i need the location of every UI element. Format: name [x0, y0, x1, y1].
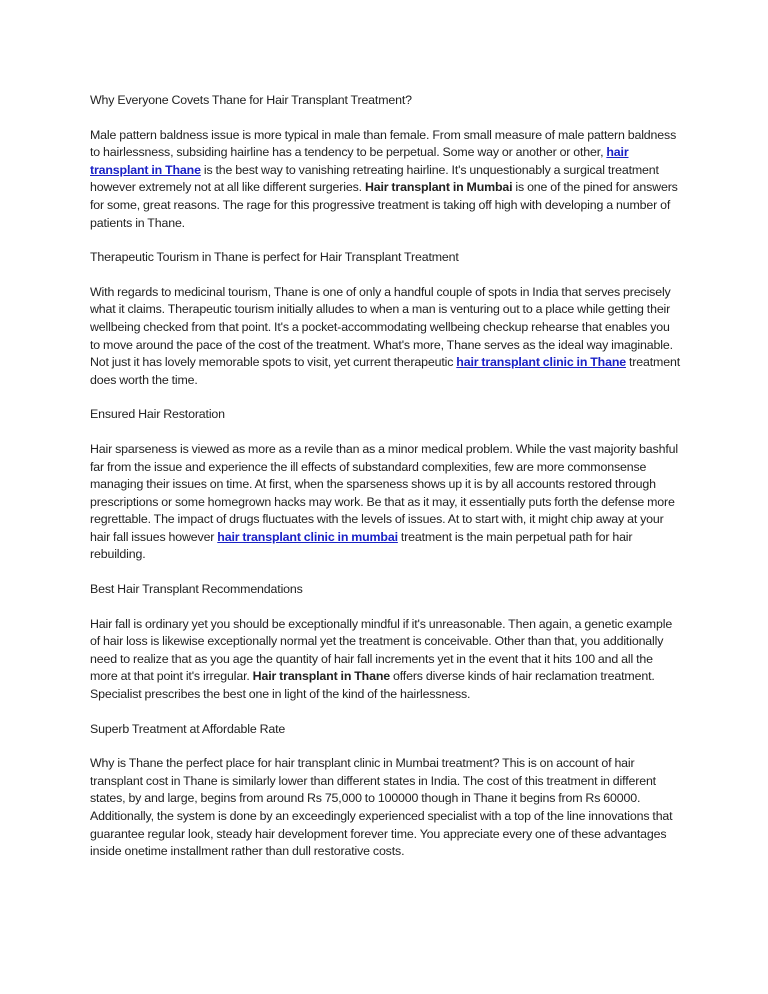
intro-paragraph [90, 127, 680, 233]
recommendations-text-1: Hair fall is ordinary yet you should be exceptionally mindful if it's unreasonable. Then again, a genetic example of hair loss is likewise exceptionally normal yet the treatment is conceivable. Other than that, you additionally need to realize that as you age the quantity of hair fall increments yet in the event that it hits 100 and all the more at that point it's irregular. [90, 616, 673, 684]
intro-text-2: is the best way to vanishing retreating hairline. It's unquestionably a surgical treatment however extremely not at all like different surgeries. [90, 162, 659, 195]
intro-bold-text: Hair transplant in Mumbai [364, 180, 513, 195]
restoration-paragraph [90, 441, 680, 564]
hair-transplant-thane-link[interactable]: hair transplant in Thane [90, 145, 629, 177]
intro-text-3: is one of the pined for answers for some, great reasons. The rage for this progressive treatment is taking off high with developing a number of patients in Thane. [90, 180, 678, 230]
section-heading-affordable: Superb Treatment at Affordable Rate [90, 721, 286, 736]
clinic-thane-link[interactable]: hair transplant clinic in Thane [456, 355, 626, 370]
tourism-text-2: treatment does worth the time. [90, 355, 680, 387]
recommendations-bold-text: Hair transplant in Thane [252, 669, 390, 684]
clinic-mumbai-link[interactable]: hair transplant clinic in mumbai [217, 529, 398, 544]
document-page [90, 92, 680, 878]
document-title: Why Everyone Covets Thane for Hair Transplant Treatment? [90, 93, 412, 107]
tourism-text-1: With regards to medicinal tourism, Thane is one of only a handful couple of spots in India that serves precisely what it claims. Therapeutic tourism initially alludes to when a man is venturing out to a place while getting their wellbeing checked from that point. It's a pocket-accommodating wellbeing checkup rehearse that enables you to move around the pace of the cost of the treatment. What's more, Thane serves as the ideal way imaginable. Not just it has lovely memorable spots to visit, yet current therapeutic [90, 284, 673, 370]
intro-text-1: Male pattern baldness issue is more typical in male than female. From small measure of male pattern baldness to hairlessness, subsiding hairline has a tendency to be perpetual. Some way or another or other, [90, 127, 677, 160]
section-heading-restoration: Ensured Hair Restoration [90, 407, 225, 422]
restoration-text-1: Hair sparseness is viewed as more as a revile than as a minor medical problem. While the vast majority bashful far from the issue and experience the ill effects of substandard complexities, few are more commonsense managing their issues on time. At first, when the sparseness shows up it is by all accounts restored through prescriptions or some homegrown hacks may work. Be that as it may, it essentially puts forth the defense more regrettable. The impact of drugs fluctuates with the levels of issues. At to start with, it might chip away at your hair fall issues however [90, 441, 678, 544]
tourism-paragraph [90, 284, 680, 390]
section-heading-tourism: Therapeutic Tourism in Thane is perfect for Hair Transplant Treatment [90, 250, 459, 265]
section-heading-recommendations: Best Hair Transplant Recommendations [90, 582, 303, 597]
affordable-paragraph: Why is Thane the perfect place for hair transplant clinic in Mumbai treatment? This is on account of hair transplant cost in Thane is similarly lower than different states in India. The cost of this treatment in different states, by and large, begins from around Rs 75,000 to 100000 though in Thane it begins from Rs 60000. Additionally, the system is done by an exceedingly experienced specialist with a top of the line innovations that guarantee regular look, steady hair development forever time. You appreciate every one of these advantages inside onetime installment rather than dull restorative costs. [90, 756, 673, 859]
restoration-text-2: treatment is the main perpetual path for hair rebuilding. [90, 529, 633, 562]
recommendations-paragraph [90, 616, 680, 704]
recommendations-text-2: offers diverse kinds of hair reclamation treatment. Specialist prescribes the best one in light of the kind of the hairlessness. [90, 669, 655, 702]
